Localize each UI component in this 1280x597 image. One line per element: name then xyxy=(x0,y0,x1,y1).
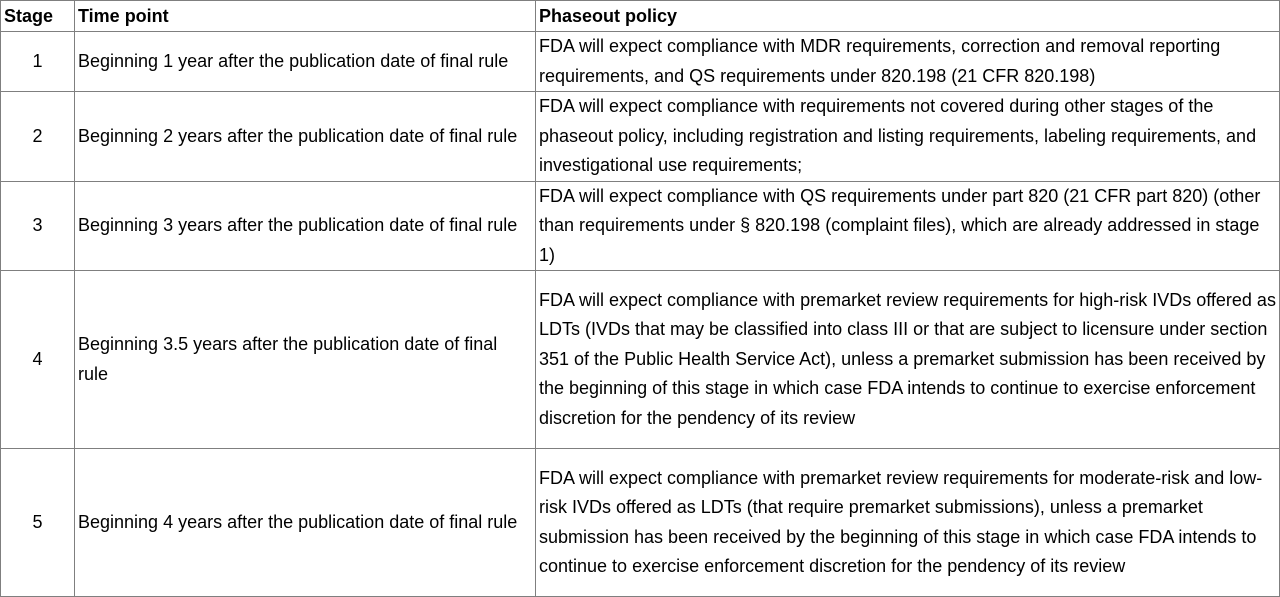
header-time-point: Time point xyxy=(75,1,536,32)
table-row xyxy=(1,449,1280,597)
stage-cell: 1 xyxy=(1,32,75,92)
header-row xyxy=(1,1,1280,32)
time-point-cell: Beginning 3 years after the publication date of final rule xyxy=(75,181,536,271)
table-row xyxy=(1,32,1280,92)
table-row xyxy=(1,271,1280,449)
phaseout-policy-cell: FDA will expect compliance with MDR requirements, correction and removal reporting requirements, and QS requirements under 820.198 (21 CFR 820.198) xyxy=(536,32,1280,92)
phaseout-policy-cell: FDA will expect compliance with premarket review requirements for high-risk IVDs offered as LDTs (IVDs that may be classified into class III or that are subject to licensure under section 351 of the Public Health Service Act), unless a premarket submission has been received by the beginning of this stage in which case FDA intends to continue to exercise enforcement discretion for the pendency of its review xyxy=(536,271,1280,449)
table-body xyxy=(1,32,1280,597)
phaseout-policy-cell: FDA will expect compliance with QS requirements under part 820 (21 CFR part 820) (other than requirements under § 820.198 (complaint files), which are already addressed in stage 1) xyxy=(536,181,1280,271)
phaseout-policy-cell: FDA will expect compliance with premarket review requirements for moderate-risk and low-risk IVDs offered as LDTs (that require premarket submissions), unless a premarket submission has been received by the beginning of this stage in which case FDA intends to continue to exercise enforcement discretion for the pendency of its review xyxy=(536,449,1280,597)
stage-cell: 4 xyxy=(1,271,75,449)
header-stage: Stage xyxy=(1,1,75,32)
header-phaseout-policy: Phaseout policy xyxy=(536,1,1280,32)
time-point-cell: Beginning 2 years after the publication date of final rule xyxy=(75,92,536,182)
table-row xyxy=(1,181,1280,271)
table-header xyxy=(1,1,1280,32)
phaseout-policy-cell: FDA will expect compliance with requirements not covered during other stages of the phaseout policy, including registration and listing requirements, labeling requirements, and investigational use requirements; xyxy=(536,92,1280,182)
stage-cell: 2 xyxy=(1,92,75,182)
stage-cell: 3 xyxy=(1,181,75,271)
table-row xyxy=(1,92,1280,182)
stage-cell: 5 xyxy=(1,449,75,597)
time-point-cell: Beginning 1 year after the publication date of final rule xyxy=(75,32,536,92)
time-point-cell: Beginning 3.5 years after the publication date of final rule xyxy=(75,271,536,449)
time-point-cell: Beginning 4 years after the publication date of final rule xyxy=(75,449,536,597)
